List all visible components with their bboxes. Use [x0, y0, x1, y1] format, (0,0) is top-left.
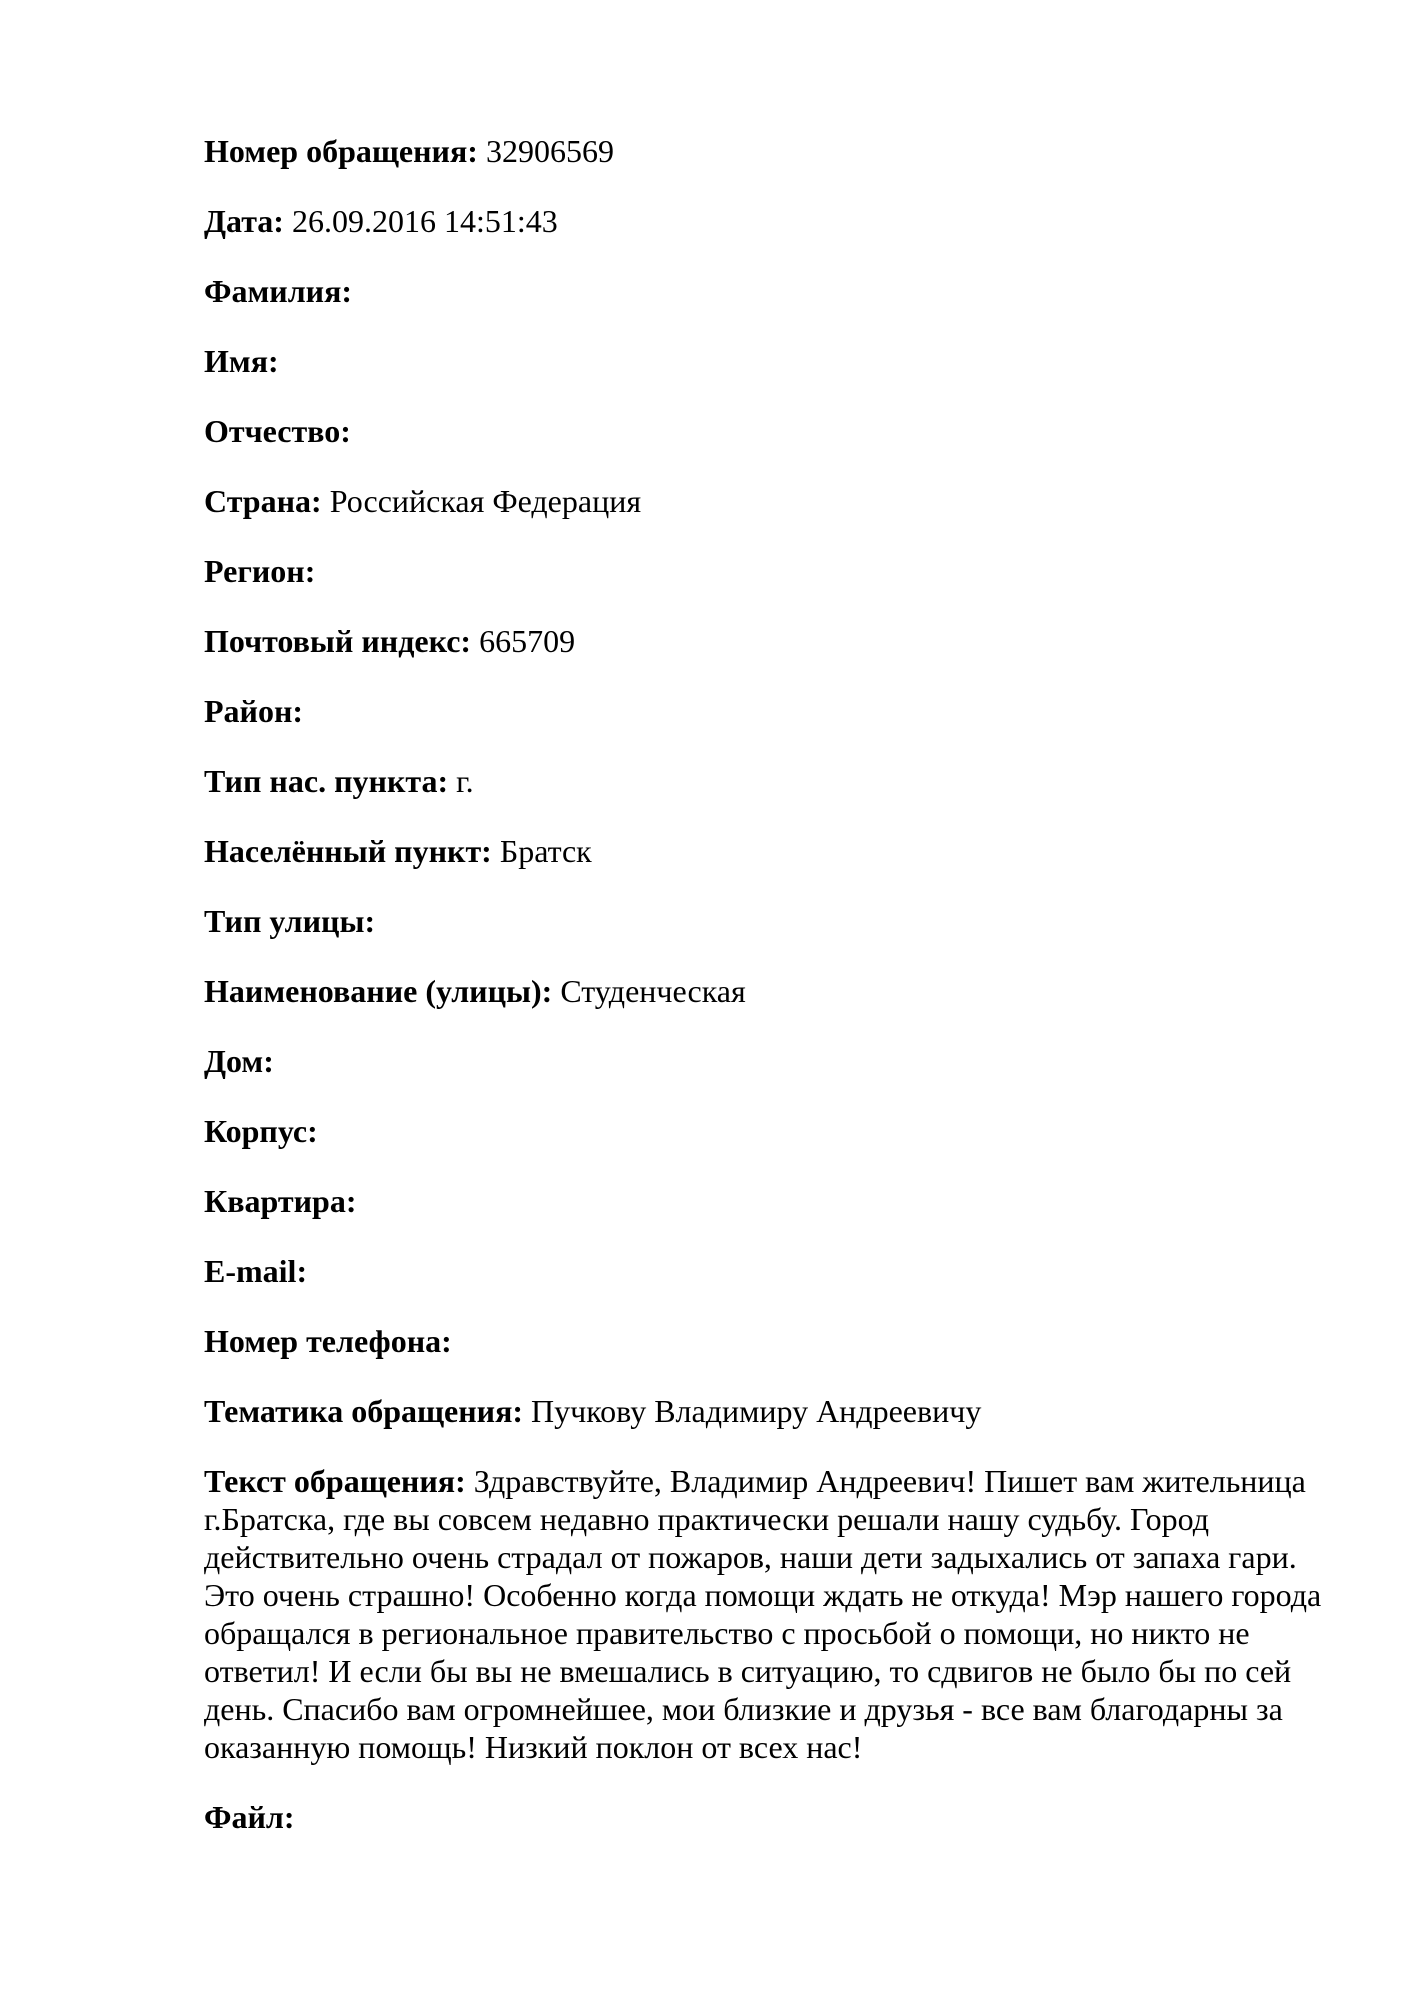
field-label: Корпус: [204, 1113, 318, 1149]
field-label: Фамилия: [204, 273, 353, 309]
field-label: Страна: [204, 483, 322, 519]
field-date [204, 202, 1334, 240]
field-value: г. [456, 763, 474, 799]
appeal-document [204, 132, 1334, 1836]
field-first-name [204, 342, 1334, 380]
field-label: Номер обращения: [204, 133, 478, 169]
field-appeal-text [204, 1462, 1334, 1766]
field-apartment [204, 1182, 1334, 1220]
field-label: Текст обращения: [204, 1463, 466, 1499]
field-label: Тематика обращения: [204, 1393, 524, 1429]
field-label: Дом: [204, 1043, 274, 1079]
field-phone-number [204, 1322, 1334, 1360]
field-label: Номер телефона: [204, 1323, 452, 1359]
field-last-name [204, 272, 1334, 310]
field-value: Здравствуйте, Владимир Андреевич! Пишет вам жительница г.Братска, где вы совсем недавно практически решали нашу судьбу. Город действительно очень страдал от пожаров, наши дети задыхались от запаха гари. Это очень страшно! Особенно когда помощи ждать не откуда! Мэр нашего города обращался в региональное правительство с просьбой о помощи, но никто не ответил! И если бы вы не вмешались в ситуацию, то сдвигов не было бы по сей день. Спасибо вам огромнейшее, мои близкие и друзья - все вам благодарны за оказанную помощь! Низкий поклон от всех нас! [204, 1463, 1322, 1765]
field-value: 32906569 [485, 133, 614, 169]
field-value: Пучкову Владимиру Андреевичу [531, 1393, 982, 1429]
field-postal-code [204, 622, 1334, 660]
field-label: Почтовый индекс: [204, 623, 472, 659]
field-middle-name [204, 412, 1334, 450]
field-label: Регион: [204, 553, 316, 589]
field-label: Отчество: [204, 413, 351, 449]
field-value: Студенческая [560, 973, 746, 1009]
field-value: 26.09.2016 14:51:43 [291, 203, 558, 239]
field-label: Тип улицы: [204, 903, 376, 939]
field-street-type [204, 902, 1334, 940]
field-building [204, 1112, 1334, 1150]
field-label: Наименование (улицы): [204, 973, 553, 1009]
field-label: Файл: [204, 1799, 295, 1835]
field-settlement-type [204, 762, 1334, 800]
field-value: Братск [499, 833, 592, 869]
field-file [204, 1798, 1334, 1836]
field-country [204, 482, 1334, 520]
field-label: Квартира: [204, 1183, 357, 1219]
field-label: Имя: [204, 343, 279, 379]
field-value: 665709 [479, 623, 576, 659]
field-label: E-mail: [204, 1253, 308, 1289]
field-label: Населённый пункт: [204, 833, 492, 869]
field-appeal-topic [204, 1392, 1334, 1430]
field-region [204, 552, 1334, 590]
field-appeal-number [204, 132, 1334, 170]
field-label: Район: [204, 693, 304, 729]
field-label: Дата: [204, 203, 284, 239]
field-label: Тип нас. пункта: [204, 763, 449, 799]
field-street-name [204, 972, 1334, 1010]
field-email [204, 1252, 1334, 1290]
field-house [204, 1042, 1334, 1080]
field-value: Российская Федерация [329, 483, 642, 519]
field-district [204, 692, 1334, 730]
field-settlement [204, 832, 1334, 870]
